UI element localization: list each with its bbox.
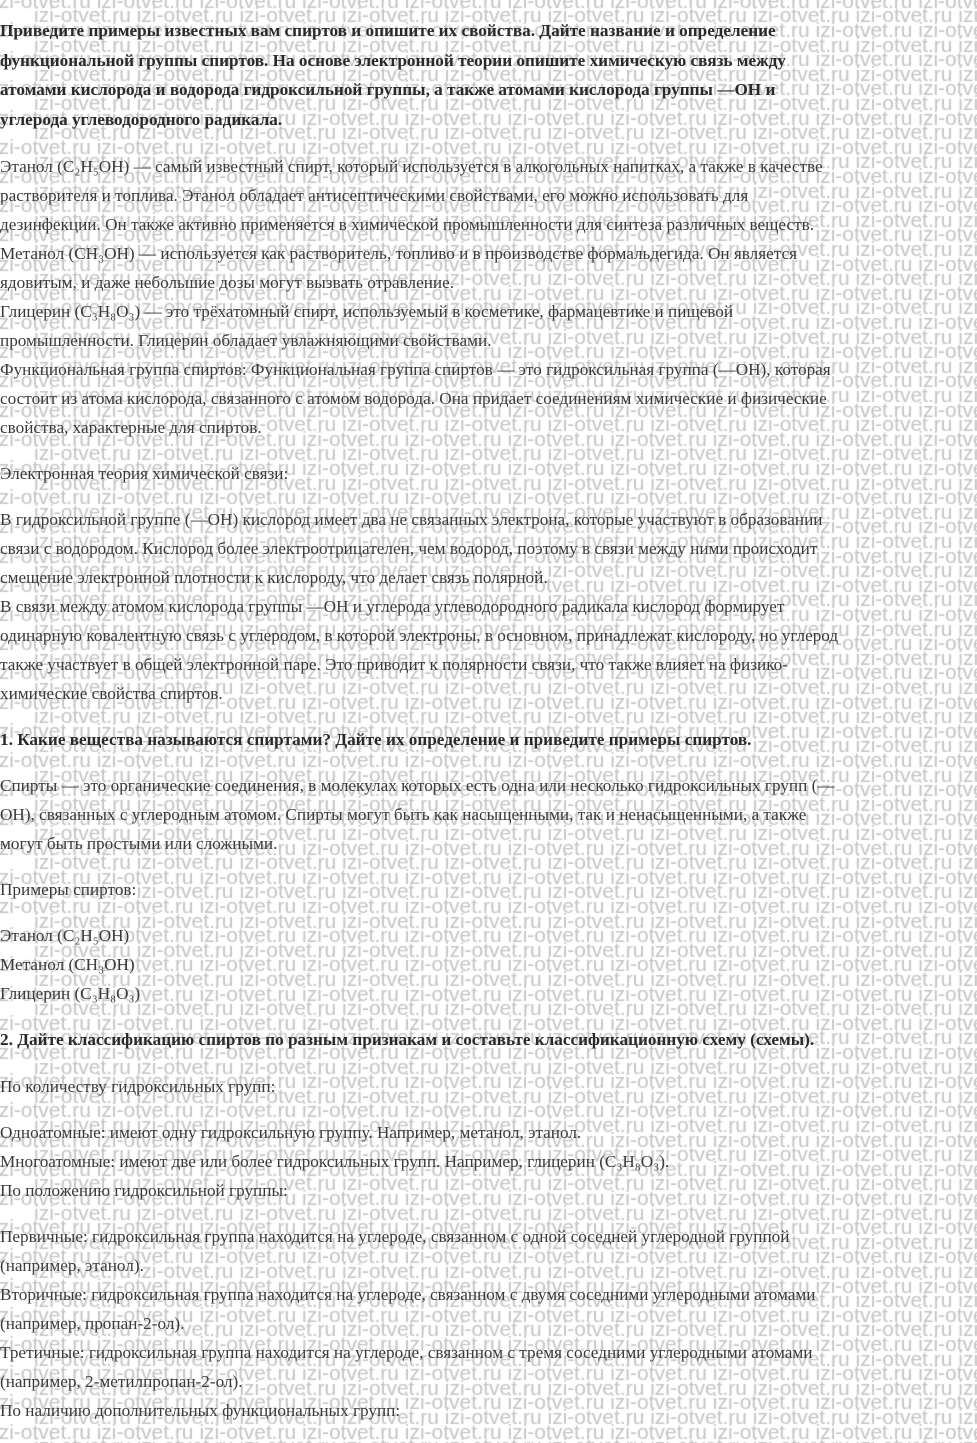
text-line: углерода углеводородного радикала. (0, 110, 283, 130)
paragraph (0, 239, 977, 297)
text-line: Приведите примеры известных вам спиртов и опишите их свойства. Дайте название и определение (0, 21, 776, 40)
text-line: дезинфекции. Он также активно применяется в химической промышленности для синтеза различных веществ. (0, 214, 815, 234)
paragraph (0, 459, 977, 488)
paragraph (0, 1176, 977, 1205)
text-line: функциональной группы спиртов. На основе электронной теории опишите химическую связь между (0, 50, 786, 70)
text-line: промышленности. Глицерин обладает увлажняющими свойствами. (0, 330, 492, 350)
text-line: В связи между атомом кислорода группы —OH и углерода углеводородного радикала кислород формирует (0, 596, 785, 616)
text-line: одинарную ковалентную связь с углеродом, в которой электроны, в основном, принадлежат кислороду, но углерод (0, 625, 839, 645)
text-line: По наличию дополнительных функциональных групп: (0, 1401, 401, 1421)
text-line: Метанол (CH₃OH) (0, 955, 135, 975)
text-line: свойства, характерные для спиртов. (0, 417, 262, 437)
text-line: могут быть простыми или сложными. (0, 834, 278, 854)
text-line: 2. Дайте классификацию спиртов по разным признакам и составьте классификационную схему (схемы). (0, 1030, 815, 1050)
paragraph (0, 592, 977, 708)
paragraph (0, 875, 977, 904)
text-line: 1. Какие вещества называются спиртами? Дайте их определение и приведите примеры спиртов. (0, 729, 752, 749)
text-line: (например, этанол). (0, 1256, 144, 1276)
text-line: По положению гидроксильной группы: (0, 1181, 288, 1201)
text-line: OH), связанных с углеродным атомом. Спирты могут быть как насыщенными, так и ненасыщенными, а также (0, 805, 807, 825)
text-line: Глицерин (C₃H₈O₃) (0, 984, 141, 1004)
paragraph (0, 355, 977, 442)
paragraph (0, 1147, 977, 1176)
paragraph (0, 1072, 977, 1101)
text-line: Этанол (C₂H₅OH) (0, 926, 130, 946)
text-line: атомами кислорода и водорода гидроксильной группы, а также атомами кислорода группы —OH и (0, 80, 776, 100)
text-line: ядовитым, и даже небольшие дозы могут вызвать отравление. (0, 272, 455, 292)
text-line: Этанол (C₂H₅OH) — самый известный спирт, который используется в алкогольных напитках, а также в качестве (0, 156, 823, 176)
question-heading (0, 1025, 977, 1055)
paragraph (0, 297, 977, 355)
paragraph (0, 771, 977, 858)
text-line: Метанол (CH₃OH) — используется как растворитель, топливо и в производстве формальдегида. Он является (0, 243, 798, 263)
text-line: также участвует в общей электронной паре. Это приводит к полярности связи, что также влияет на физико- (0, 654, 788, 674)
text-line: Функциональная группа спиртов: Функциональная группа спиртов — это гидроксильная группа (—OH), которая (0, 359, 831, 379)
paragraph (0, 921, 977, 1008)
text-line: состоит из атома кислорода, связанного с атомом водорода. Она придает соединениям химические и физические (0, 388, 827, 408)
text-line: связи с водородом. Кислород более электроотрицателен, чем водород, поэтому в связи между ними происходит (0, 538, 818, 558)
text-line: По количеству гидроксильных групп: (0, 1077, 276, 1097)
paragraph (0, 505, 977, 592)
text-line: растворителя и топлива. Этанол обладает антисептическими свойствами, его можно использовать для (0, 185, 749, 205)
text-line: В гидроксильной группе (—OH) кислород имеет два не связанных электрона, которые участвуют в образовании (0, 509, 823, 529)
text-line: Спирты — это органические соединения, в молекулах которых есть одна или несколько гидроксильных групп (— (0, 776, 835, 796)
paragraph (0, 1396, 977, 1425)
text-line: Одноатомные: имеют одну гидроксильную группу. Например, метанол, этанол. (0, 1123, 582, 1143)
text-line: (например, пропан-2-ол). (0, 1314, 185, 1334)
paragraph (0, 152, 977, 239)
text-line: Первичные: гидроксильная группа находится на углероде, связанном с одной соседней углеродной группой (0, 1227, 790, 1247)
text-line: Глицерин (C₃H₈O₃) — это трёхатомный спирт, используемый в косметике, фармацевтике и пищевой (0, 301, 734, 321)
question-heading (0, 16, 977, 135)
paragraph (0, 1280, 977, 1338)
question-heading (0, 725, 977, 755)
paragraph (0, 1222, 977, 1280)
paragraph (0, 1338, 977, 1396)
text-line: Примеры спиртов: (0, 880, 137, 900)
text-line: Электронная теория химической связи: (0, 463, 289, 483)
text-line: Вторичные: гидроксильная группа находится на углероде, связанном с двумя соседними углеродными атомами (0, 1285, 816, 1305)
paragraph (0, 1118, 977, 1147)
text-line: Многоатомные: имеют две или более гидроксильных групп. Например, глицерин (C₃H₈O₃). (0, 1152, 670, 1172)
text-line: Третичные: гидроксильная группа находится на углероде, связанном с тремя соседними углеродными атомами (0, 1343, 813, 1363)
text-line: смещение электронной плотности к кислороду, что делает связь полярной. (0, 567, 548, 587)
text-line: (например, 2-метилпропан-2-ол). (0, 1372, 243, 1392)
text-line: химические свойства спиртов. (0, 683, 223, 703)
